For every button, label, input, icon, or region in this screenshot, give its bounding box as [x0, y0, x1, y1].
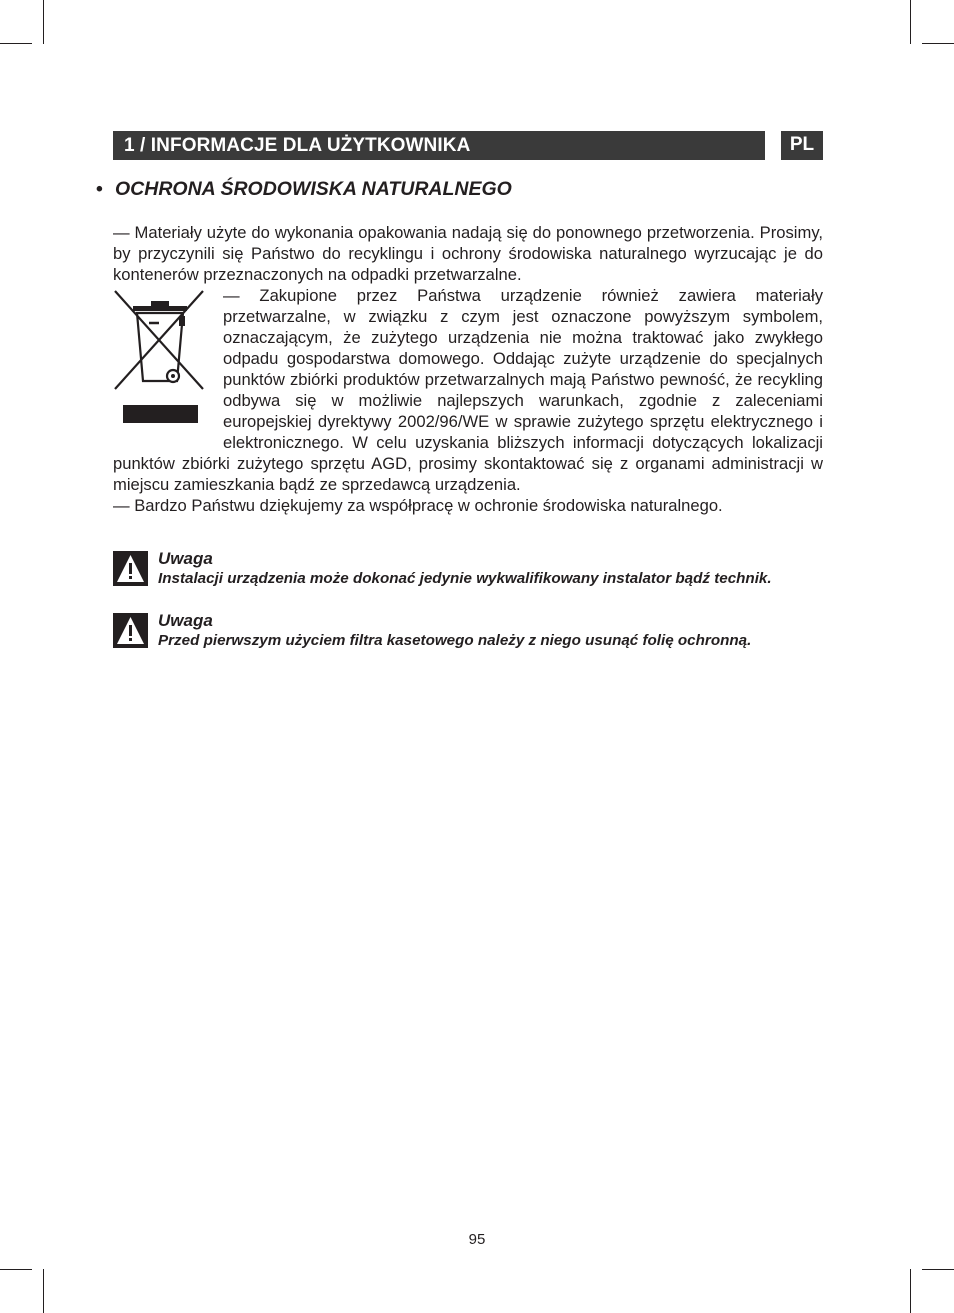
paragraph-weee-text: — Zakupione przez Państwa urządzenie również zawiera materiały przetwarzalne, w związku z czym jest oznaczone powyższym symbolem, oznaczającym, że zużytego urządzenia nie można traktować jako zwykłego odpadu gospodarstwa domowego. Oddając zużyte urządzenie do specjalnych punktów zbiórki produktów przetwarzalnych mają Państwo pewność, że recykling odbywa się w możliwie najlepszych warunkach, zgodnie z zaleceniami europejskiej dyrektywy 2002/96/WE w sprawie zużytego sprzętu elektrycznego i elektronicznego. W celu uzyskania bliższych informacji dotyczących lokalizacji punktów zbiórki zużytego sprzętu AGD, prosimy skontaktować się z organami administracji w miejscu zamieszkania bądź ze sprzedawcą urządzenia. — [113, 286, 823, 494]
language-badge — [781, 131, 823, 160]
weee-symbol — [113, 289, 205, 425]
crop-mark — [922, 1269, 954, 1270]
crossed-out-wheelie-bin-icon — [113, 289, 223, 437]
bullet: • — [96, 178, 103, 200]
crop-mark — [910, 1269, 911, 1313]
crop-mark — [910, 0, 911, 44]
crop-mark — [43, 0, 44, 44]
section-heading-text: OCHRONA ŚRODOWISKA NATURALNEGO — [115, 178, 512, 200]
paragraph-thanks: — Bardzo Państwu dziękujemy za współpracę w ochronie środowiska naturalnego. — [113, 496, 723, 515]
page-number: 95 — [468, 1231, 486, 1248]
warning-title: Uwaga — [158, 549, 213, 568]
paragraph-weee — [113, 285, 823, 495]
crop-mark — [0, 43, 32, 44]
warning-text: Przed pierwszym użyciem filtra kasetowego należy z niego usunąć folię ochronną. — [158, 632, 752, 649]
warning-title: Uwaga — [158, 611, 213, 630]
crop-mark — [0, 1269, 32, 1270]
warning-triangle-icon — [113, 613, 148, 648]
paragraph-packaging: — Materiały użyte do wykonania opakowania nadają się do ponownego przetworzenia. Prosimy, by przyczynili się Państwo do recyklingu i ochrony środowiska naturalnego wyrzucając je do kontenerów przeznaczonych na odpadki przetwarzalne. — [113, 223, 823, 284]
warning-text: Instalacji urządzenia może dokonać jedynie wykwalifikowany instalator bądź technik. — [158, 570, 772, 587]
language-code: PL — [789, 134, 815, 155]
section-header-title: 1 / INFORMACJE DLA UŻYTKOWNIKA — [124, 135, 471, 156]
section-heading — [96, 177, 826, 201]
crop-mark — [43, 1269, 44, 1313]
warning-triangle-icon — [113, 551, 148, 586]
crop-mark — [922, 43, 954, 44]
section-header-bar — [113, 131, 765, 160]
